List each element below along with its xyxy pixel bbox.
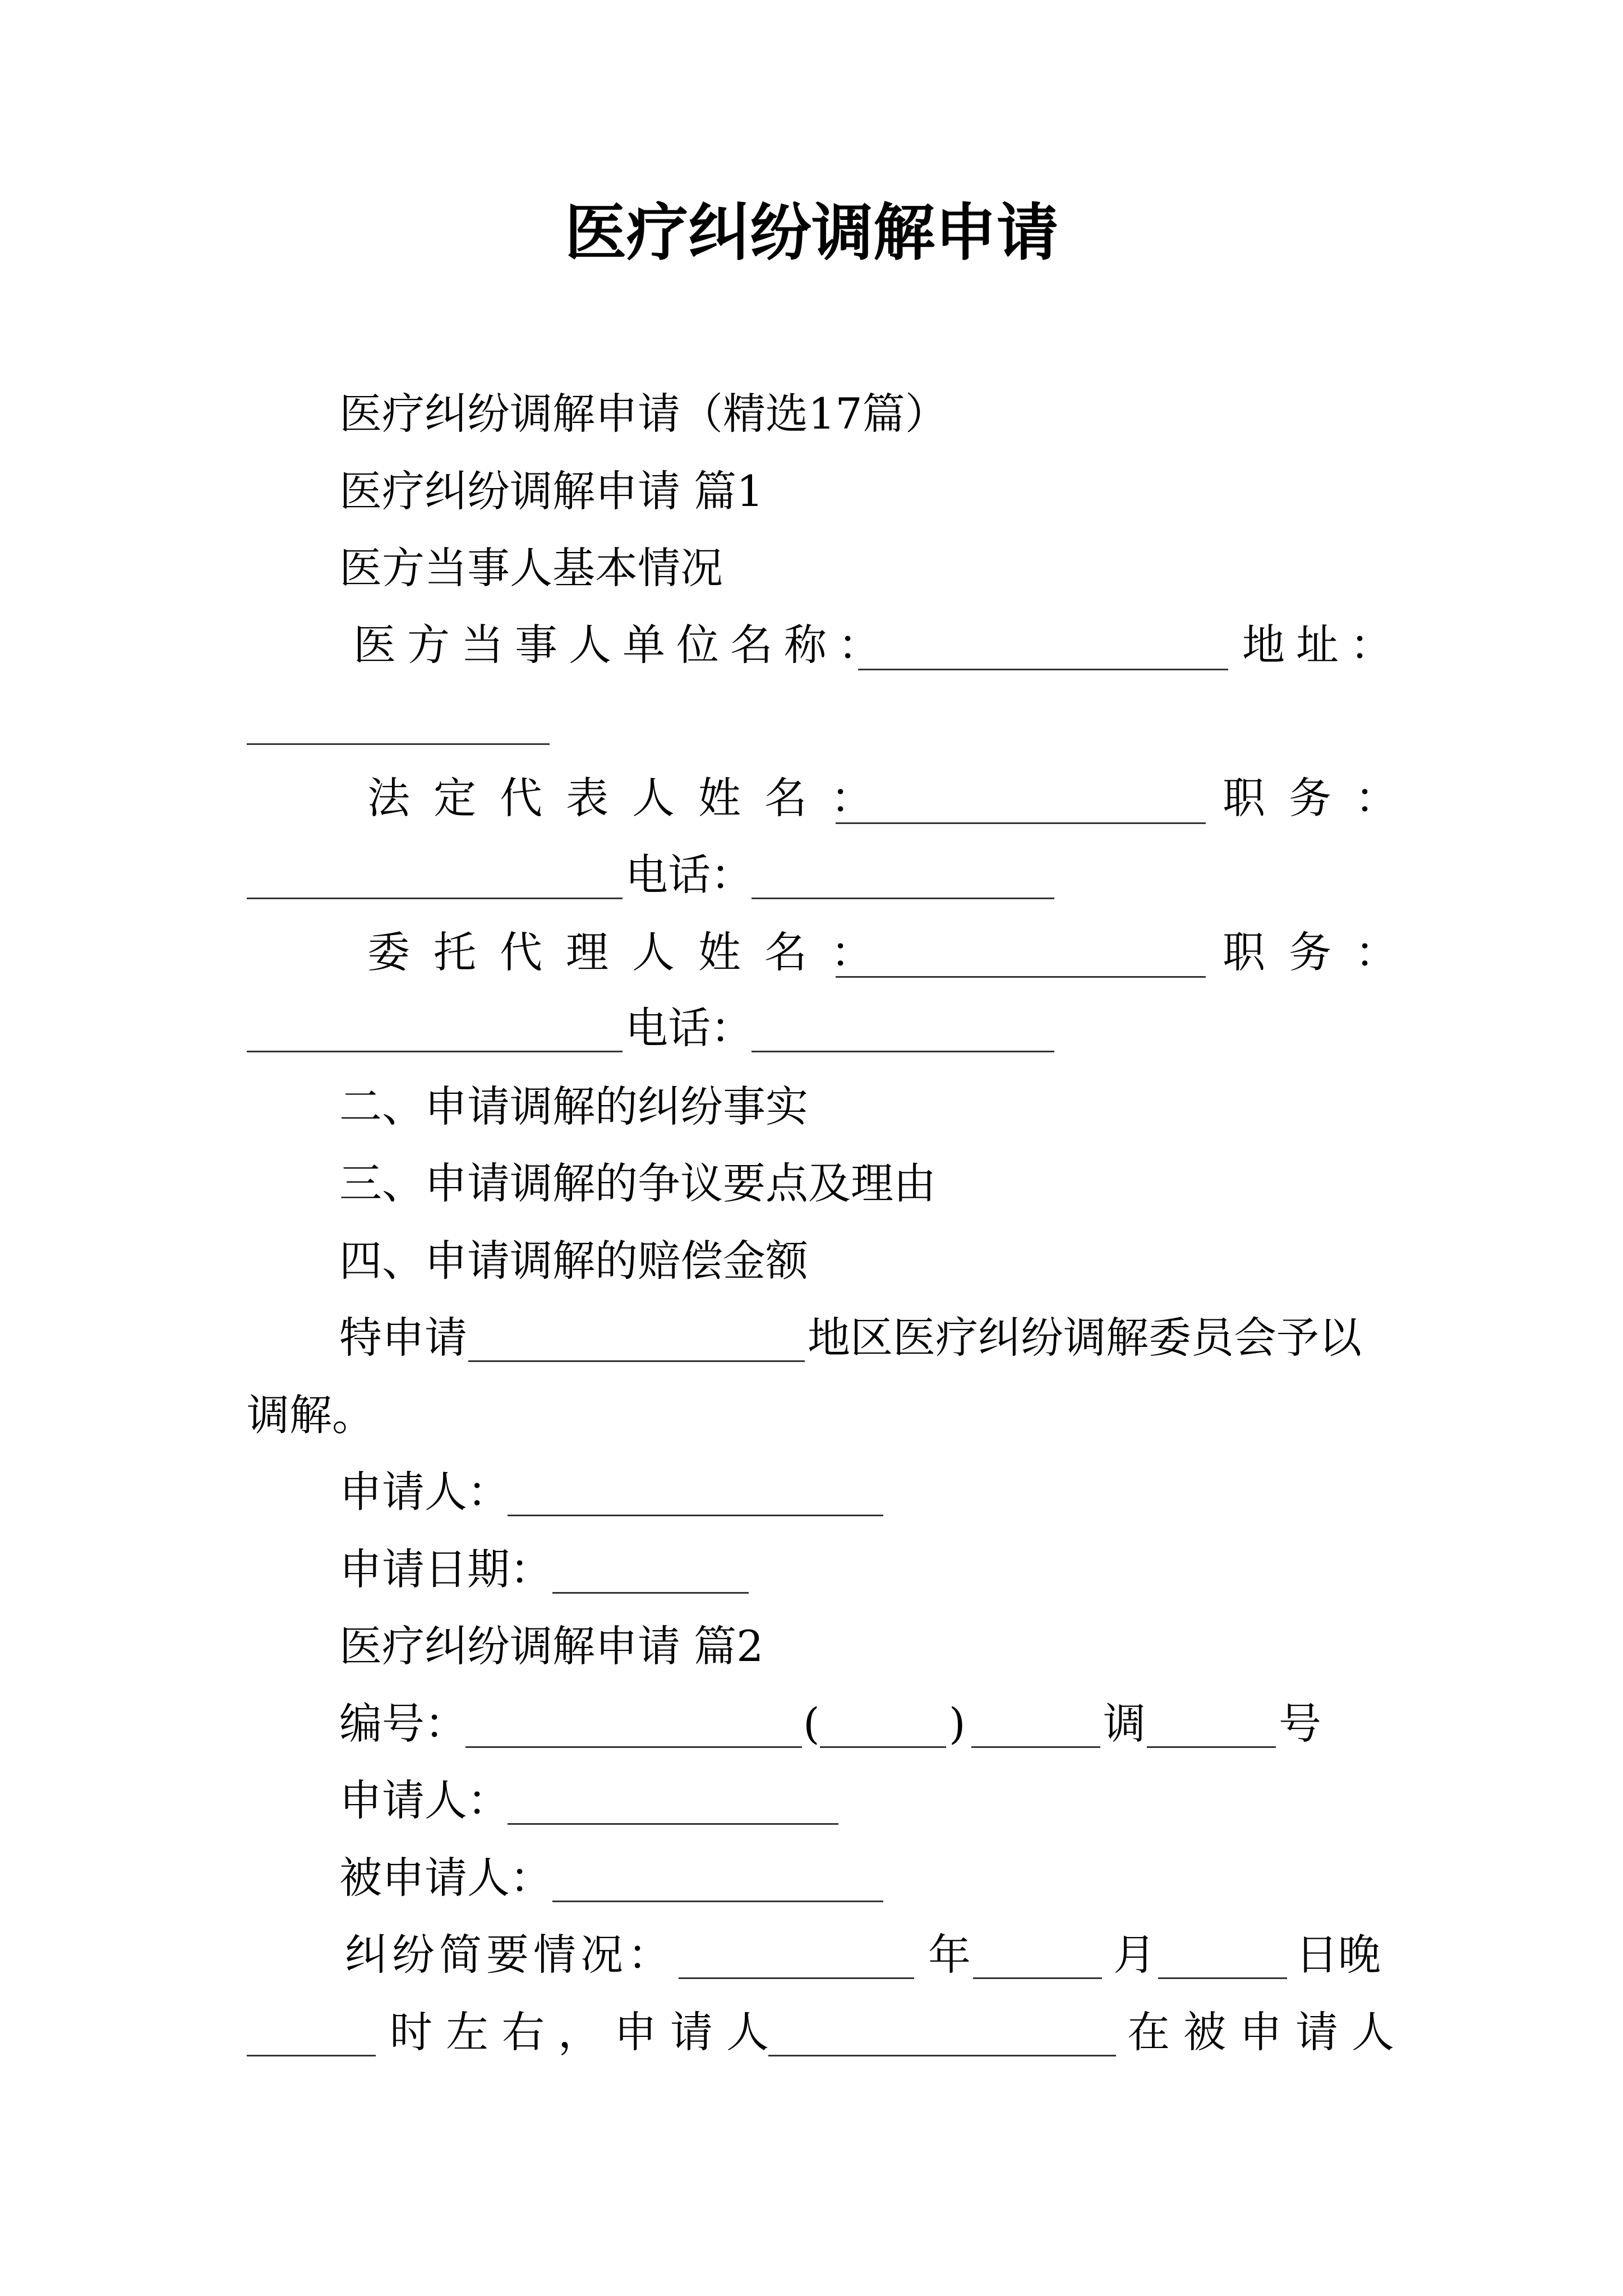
section1-heading: 医方当事人基本情况: [339, 543, 723, 593]
section-heading-pian2: 医疗纠纷调解申请 篇2: [339, 1621, 764, 1671]
section3-heading: 三、申请调解的争议要点及理由: [339, 1158, 936, 1208]
legal-rep-blank: [836, 822, 1206, 824]
year-blank: [679, 1977, 914, 1979]
request-suffix: 地区医疗纠纷调解委员会予以: [808, 1313, 1362, 1363]
tiao-text: 调: [1103, 1699, 1146, 1749]
year-text: 年: [928, 1930, 971, 1980]
month-text: 月: [1113, 1930, 1156, 1980]
agent-position-label: 职务：: [1223, 927, 1421, 977]
hao-text: 号: [1279, 1699, 1321, 1749]
date-blank: [552, 1592, 749, 1594]
number-blank-1: [465, 1746, 802, 1748]
applicant-label: 申请人：: [339, 1467, 510, 1517]
pian2-applicant-blank: [508, 1823, 838, 1825]
number-blank-3: [971, 1746, 1100, 1748]
hour-blank: [247, 2055, 376, 2056]
document-subtitle: 医疗纠纷调解申请（精选17篇）: [339, 389, 948, 439]
address-blank: [247, 743, 550, 745]
day-blank: [1158, 1977, 1287, 1979]
agent-phone-blank: [751, 1051, 1054, 1052]
request-end: 调解。: [247, 1390, 375, 1440]
region-blank: [468, 1360, 805, 1362]
applicant-name-blank: [768, 2055, 1116, 2056]
unit-name-label: 医方当事人单位名称：: [353, 620, 892, 670]
respondent-label: 被申请人：: [339, 1853, 552, 1903]
section-heading-pian1: 医疗纠纷调解申请 篇1: [339, 466, 764, 516]
paren-open: (: [803, 1699, 820, 1749]
agent-phone-label: 电话：: [625, 1003, 753, 1053]
number-blank-4: [1147, 1746, 1276, 1748]
document-title: 医疗纠纷调解申请: [565, 196, 1058, 269]
section4-heading: 四、申请调解的赔偿金额: [339, 1236, 808, 1286]
time-around-text: 时左右，申请人: [390, 2007, 782, 2057]
at-respondent-text: 在被申请人: [1127, 2007, 1408, 2057]
respondent-blank: [552, 1901, 883, 1902]
day-evening-text: 日晚: [1295, 1930, 1381, 1980]
pian2-applicant-label: 申请人：: [339, 1775, 510, 1825]
brief-label: 纠纷简要情况：: [345, 1930, 675, 1980]
legal-rep-position-blank: [247, 898, 623, 899]
unit-name-blank: [858, 669, 1228, 670]
legal-rep-phone-blank: [751, 898, 1054, 899]
legal-rep-label: 法定代表人姓名：: [367, 773, 897, 823]
section2-heading: 二、申请调解的纠纷事实: [339, 1082, 808, 1131]
address-label: 地址：: [1242, 620, 1404, 670]
request-prefix: 特申请: [339, 1313, 467, 1363]
agent-label: 委托代理人姓名：: [367, 927, 897, 977]
date-label: 申请日期：: [339, 1544, 552, 1594]
agent-position-blank: [247, 1051, 623, 1052]
number-blank-2: [820, 1746, 946, 1748]
number-label: 编号：: [339, 1699, 467, 1749]
month-blank: [973, 1977, 1102, 1979]
paren-close: ): [949, 1699, 966, 1749]
applicant-blank: [508, 1515, 883, 1516]
legal-rep-position-label: 职务：: [1223, 773, 1421, 823]
legal-rep-phone-label: 电话：: [625, 850, 753, 900]
agent-blank: [836, 976, 1206, 978]
